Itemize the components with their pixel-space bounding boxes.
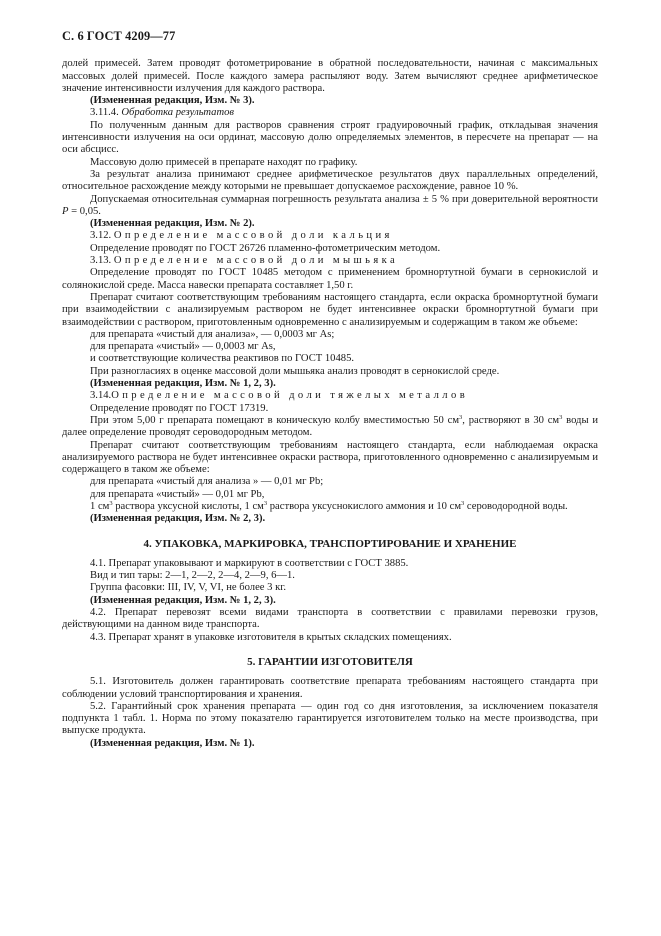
paragraph-photometry: долей примесей. Затем проводят фотометрирование в обратной последовательности, начиная с максимальных массовых долей примесей. После каждого замера распыляют воду. Затем вычисляют среднее арифметическое значение интенсивности излучения для каждого раствора.: [62, 58, 598, 94]
revision-note: (Измененная редакция, Изм. № 1).: [90, 737, 255, 749]
revision-note: (Измененная редакция, Изм. № 2, 3).: [90, 513, 266, 525]
paragraph-calcium: Определение проводят по ГОСТ 26726 пламенно-фотометрическим методом.: [90, 242, 441, 254]
clause-title: Обработка результатов: [121, 107, 235, 119]
revision-note: (Измененная редакция, Изм. № 1, 2, 3).: [90, 594, 276, 606]
paragraph-mass-fraction: Массовую долю примесей в препарате находят по графику.: [90, 156, 358, 168]
clause-3-11-4: 3.11.4. Обработка результатов: [90, 107, 235, 119]
paragraph-heavy-metals-method: Определение проводят по ГОСТ 17319.: [90, 402, 269, 414]
revision-note: (Измененная редакция, Изм. № 3).: [90, 95, 255, 107]
list-item: для препарата «чистый» — 0,01 мг Pb,: [90, 488, 265, 500]
list-item: для препарата «чистый для анализа», — 0,0003 мг As;: [90, 328, 335, 340]
paragraph-disagreement: При разногласиях в оценке массовой доли мышьяка анализ проводят в сернокислой среде.: [90, 365, 500, 377]
clause-3-13: 3.13. Определение массовой доли мышьяка: [90, 255, 399, 267]
paragraph-graph: По полученным данным для растворов сравнения строят градуировочный график, откладывая значения интенсивности излучения на оси ординат, массовую долю определяемых элементов, в пересчете на препарат — на оси абсцисс.: [62, 119, 598, 156]
paragraph-5-1: 5.1. Изготовитель должен гарантировать соответствие препарата требованиям настоящего стандарта при соблюдении условий транспортирования и хранения.: [62, 676, 598, 700]
clause-3-14: 3.14.Определение массовой доли тяжелых металлов: [90, 390, 469, 402]
paragraph-reagents: 1 $см^3$ раствора уксусной кислоты, 1 $см^3$ раствора уксуснокислого аммония и 10 $см^3$ сероводородной воды.: [90, 499, 568, 512]
clause-3-12: 3.12. Определение массовой доли кальция: [90, 230, 393, 242]
clause-title: Определение массовой доли тяжелых металлов: [111, 390, 469, 402]
list-item: и соответствующие количества реактивов по ГОСТ 10485.: [90, 353, 355, 365]
paragraph-arsenic-criteria: Препарат считают соответствующим требованиям настоящего стандарта, если окраска бромнортутной бумаги при взаимодействии с анализируемым раствором не будет интенсивнее окраски бромнортутной бумаги при взаимодействии с раствором, приготовленным одновременно с анализируемым и содержащим в таком же объеме:: [62, 291, 598, 328]
paragraph-container-type: Вид и тип тары: 2—1, 2—2, 2—4, 2—9, 6—1.: [90, 570, 295, 582]
paragraph-arsenic-method: Определение проводят по ГОСТ 10485 методом с применением бромнортутной бумаги в сернокислой и солянокислой среде. Масса навески препарата составляет 1,50 г.: [62, 267, 598, 291]
list-item: для препарата «чистый» — 0,0003 мг As,: [90, 341, 276, 353]
paragraph-heavy-metals-criteria: Препарат считают соответствующим требованиям настоящего стандарта, если наблюдаемая окраска анализируемого раствора не будет интенсивнее окраски раствора, приготовленного одновременно с анализируемым и содержащего в таком же объеме:: [62, 439, 598, 476]
document-page: [62, 30, 598, 750]
clause-title: Определение массовой доли кальция: [113, 230, 393, 242]
paragraph-5-2: 5.2. Гарантийный срок хранения препарата — один год со дня изготовления, за исключением показателя подпункта 1 табл. 1. Норма по этому показателю гарантируется изготовителем только на месте производства, при выпуске продукта.: [62, 700, 598, 737]
paragraph-heavy-metals-sample: При этом 5,00 г препарата помещают в коническую колбу вместимостью 50 $см^3$, растворяют в 30 $см^3$ воды и далее определение проводят сероводородным методом.: [62, 413, 599, 439]
page-header: С. 6 ГОСТ 4209—77: [62, 29, 176, 43]
paragraph-result: За результат анализа принимают среднее арифметическое результатов двух параллельных определений, относительное расхождение между которыми не превышает допускаемое расхождение, равное 10 %.: [62, 168, 598, 193]
paragraph-error: Допускаемая относительная суммарная погрешность результата анализа ± 5 % при доверительной вероятности Р = 0,05.: [62, 193, 598, 217]
revision-note: (Измененная редакция, Изм. № 1, 2, 3).: [90, 378, 276, 390]
paragraph-4-2: 4.2. Препарат перевозят всеми видами транспорта в соответствии с правилами перевозки грузов, действующими на данном виде транспорта.: [62, 607, 598, 631]
list-item: для препарата «чистый для анализа » — 0,01 мг Pb;: [90, 476, 324, 488]
paragraph-4-1: 4.1. Препарат упаковывают и маркируют в соответствии с ГОСТ 3885.: [90, 557, 409, 569]
paragraph-packing-group: Группа фасовки: III, IV, V, VI, не более 3 кг.: [90, 582, 287, 594]
section-heading-4: 4. УПАКОВКА, МАРКИРОВКА, ТРАНСПОРТИРОВАНИЕ И ХРАНЕНИЕ: [143, 537, 517, 550]
section-heading-5: 5. ГАРАНТИИ ИЗГОТОВИТЕЛЯ: [247, 655, 413, 668]
clause-title: Определение массовой доли мышьяка: [113, 255, 399, 267]
revision-note: (Измененная редакция, Изм. № 2).: [90, 218, 255, 230]
paragraph-4-3: 4.3. Препарат хранят в упаковке изготовителя в крытых складских помещениях.: [90, 631, 452, 643]
